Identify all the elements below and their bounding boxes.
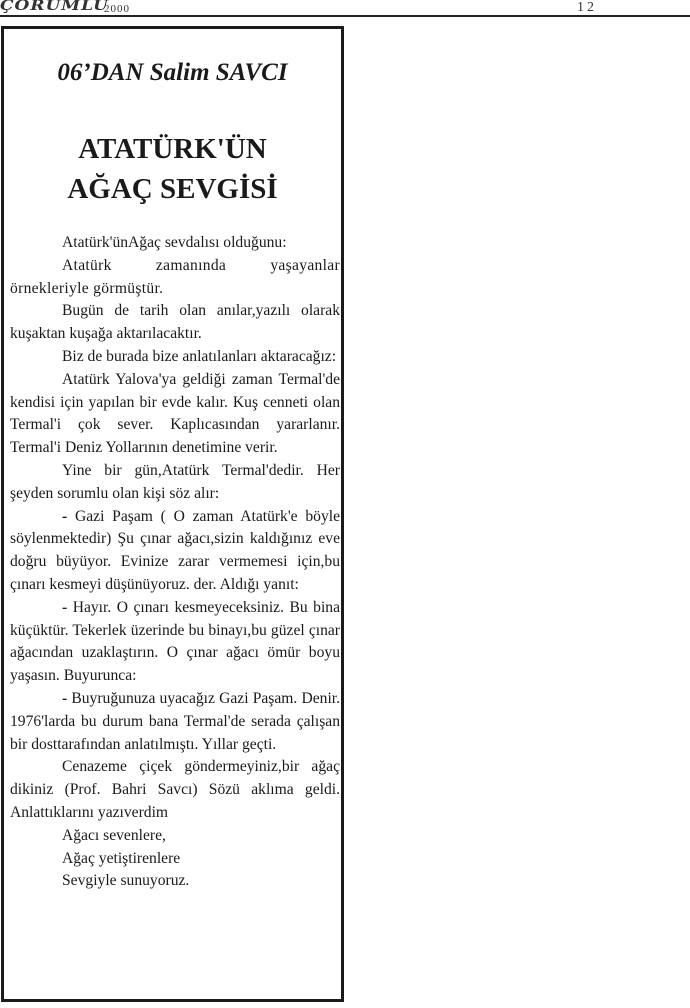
dialogue-dash: - [62,689,72,707]
dialogue-text: Hayır. O çınarı kesmeyeceksiniz. Bu bina küçüktür. Tekerlek üzerinde bu binayı,bu güzel çınar ağacından uzaklaştırın. O çınar ağacı ömür boyu yaşasın. Buyurunca: [10,598,340,685]
dialogue-text: Buyruğunuza uyacağız Gazi Paşam. Denir. 1976'larda bu durum bana Termal'de serada çalışan bir dosttarafından anlatılmıştı. Yıllar geçti. [10,689,341,753]
paragraph: Atatürk'ünAğaç sevdalısı olduğunu: [62,234,287,251]
dialogue-dash: - [62,598,73,616]
paragraph: Yine bir gün,Atatürk Termal'dedir. Her şeyden sorumlu olan kişi söz alır: [10,461,340,502]
title-line-2: AĞAÇ SEVGİSİ [67,173,278,205]
closing-line: Ağaç yetiştirenlere [62,849,181,867]
page-number: 12 [577,0,597,15]
masthead: ÇORUMLU [0,0,109,14]
page-header [0,0,690,18]
paragraph: Atatürk Yalova'ya geldiği zaman Termal'de kendisi için yapılan bir evde kalır. Kuş cenneti olan Termal'i çok sever. Kaplıcasından yararlanır. Termal'i Deniz Yollarının denetimine verir. [10,370,340,457]
dialogue-paragraph [10,688,340,756]
article-body [10,232,340,893]
dialogue-text: Gazi Paşam ( O zaman Atatürk'e böyle söylenmektedir) Şu çınar ağacı,sizin kaldığınız eve doğru büyüyor. Evinize zarar vermemesi için,bu çınarı kesmeyi düşünüyoruz. der. Aldığı yanıt: [10,507,340,593]
closing-line: Sevgiyle sunuyoruz. [62,872,190,890]
masthead-year: 2000 [104,3,130,15]
article-box [1,26,344,1002]
paragraph: Biz de burada bize anlatılanları aktaracağız: [62,347,337,365]
header-rule [0,15,690,17]
article-title [4,129,341,209]
paragraph: Atatürk zamanında yaşayanlar örnekleriyle görmüştür. [10,256,340,297]
dialogue-dash: - [62,507,75,525]
dialogue-paragraph [10,597,340,688]
closing-line: Ağacı sevenlere, [62,826,166,844]
title-line-1: ATATÜRK'ÜN [78,133,267,165]
dialogue-paragraph [10,506,340,597]
author-byline: 06’DAN Salim SAVCI [57,59,288,86]
paragraph: Bugün de tarih olan anılar,yazılı olarak kuşaktan kuşağa aktarılacaktır. [10,302,340,343]
paragraph: Cenazeme çiçek göndermeyiniz,bir ağaç dikiniz (Prof. Bahri Savcı) Sözü aklıma geldi. Anlattıklarını yazıverdim [10,758,340,821]
